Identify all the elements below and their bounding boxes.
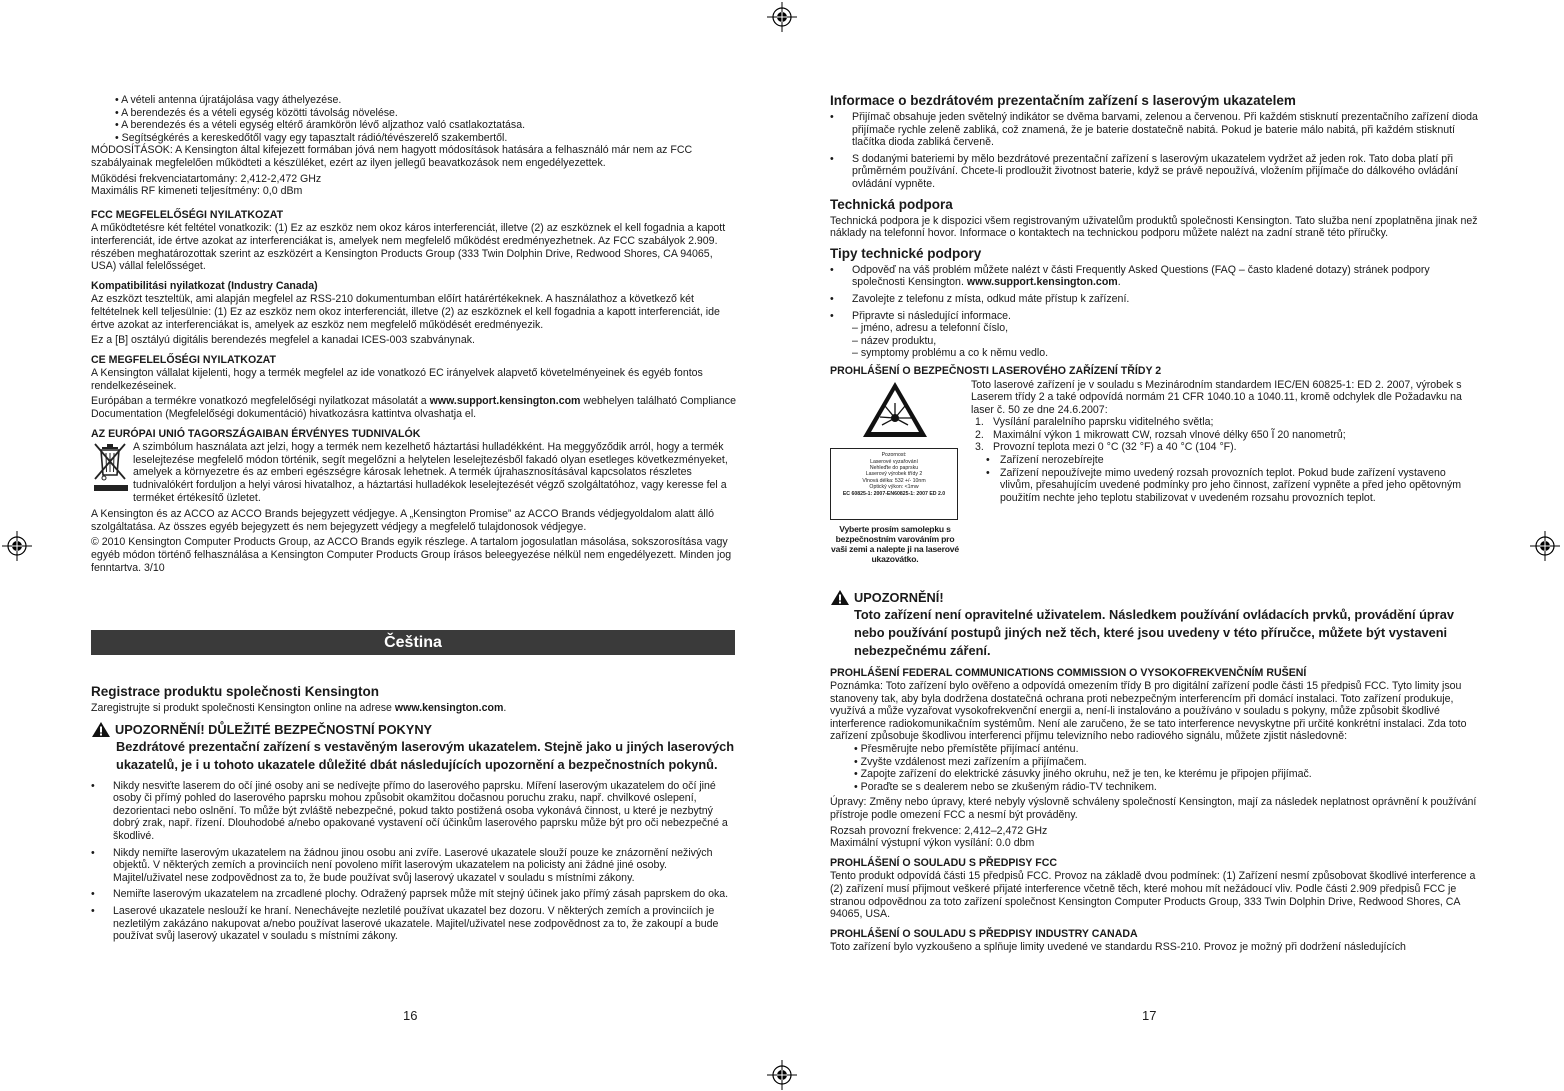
label-caption: Vyberte prosím samolepku s bezpečnostním varováním pro vaši zemi a nalepte ji na laserové ukazovátko. [831, 524, 959, 565]
laser-sub-bullets [971, 454, 1481, 504]
safety-warning-heading [91, 721, 738, 738]
ic-heading: PROHLÁŠENÍ O SOULADU S PŘEDPISY INDUSTRY CANADA [830, 927, 1138, 940]
safety-warning-body: Bezdrátové prezentační zařízení s vestavěným laserovým ukazatelem. Stejně jako u jiných laserových ukazatelů, je i u tohoto ukazatele důležité dbát následujících upozornění a bezpečnostních pokynů. [116, 738, 735, 772]
label-line: Optický výkon: <1mw [869, 484, 919, 491]
list-item: • Nemiřte laserovým ukazatelem na zrcadlené plochy. Odražený paprsek může mít stejný účinek jako přímý zásah paprskem do oka. [91, 888, 738, 901]
list-item: • Zvyšte vzdálenost mezi zařízením a přijímačem. [854, 755, 1087, 768]
crossed-bin-icon [91, 441, 131, 493]
interference-remedies-list [91, 94, 738, 144]
fcc-heading: FCC MEGFELELŐSÉGI NYILATKOZAT [91, 208, 284, 221]
ce-text: A Kensington vállalat kijelenti, hogy a termék megfelel az ide vonatkozó EC irányelvek alapvető követelményeinek és egyéb fontos rendelkezéseinek. [91, 367, 703, 392]
list-item [830, 264, 1480, 289]
tech-support-heading: Technická podpora [830, 196, 953, 212]
list-number: 3. [975, 441, 984, 454]
tips-sub-item: – symptomy problému a co k němu vedlo. [852, 347, 1049, 360]
tips-text-part: . [1117, 276, 1121, 289]
warning-body: Toto zařízení není opravitelné uživatelem. Následkem používání ovládacích prvků, provádění úprav nebo používání postupů jiných než těch, které jsou uvedeny v této příručce, můžete být vystaveni nebezpečnému záření. [854, 606, 1454, 658]
copyright-text: © 2010 Kensington Computer Products Group, az ACCO Brands egyik részlege. A tartalom jogosulatlan másolása, sokszorosítása vagy egyéb módon történő felhasználása a Kensington Computer Products Group írásos beleegyezése nélkül nem engedélyezett. Minden jog fenntartva. 3/10 [91, 536, 732, 574]
warning-title: UPOZORNĚNÍ! [854, 589, 944, 605]
label-line: Pozornost: [881, 452, 907, 459]
canada-heading: Kompatibilitási nyilatkozat (Industry Canada) [91, 279, 318, 292]
registration-text [91, 702, 738, 715]
list-item [975, 416, 1481, 429]
label-line: EC 60825-1: 2007-EN60825-1: 2007 ED 2.0 [842, 490, 946, 497]
tips-text-part: Odpověď na váš problém můžete nalézt v části Frequently Asked Questions (FAQ – často kladené dotazy) stránek podpory společnosti Kensington. [852, 263, 1430, 289]
safety-warning-title: UPOZORNĚNÍ! DŮLEŽITÉ BEZPEČNOSTNÍ POKYNY [115, 721, 433, 737]
weee-notice [91, 441, 738, 504]
label-line: Laserový výrobek třídy 2 [865, 471, 923, 478]
list-item: • Nikdy nemiřte laserovým ukazatelem na žádnou jinou osobu ani zvíře. Laserové ukazatele slouží pouze ke znázornění neživých objektů. V některých zemích a provinciích není povoleno mířit laserovým ukazatelem na policisty ani žádné jiné osoby. Majitel/uživatel nese zodpovědnost za to, že bude používat svůj laserový ukazatel v souladu s místními zákony. [91, 847, 738, 885]
ce-text-2 [91, 395, 738, 420]
fcc-conformity-heading: PROHLÁŠENÍ O SOULADU S PŘEDPISY FCC [830, 856, 1058, 869]
freq-range-text: Rozsah provozní frekvence: 2,412–2,472 GHz [830, 824, 1048, 837]
list-item: • A berendezés és a vételi egység közötti távolság növelése. [115, 106, 398, 119]
list-item: • Zařízení nerozebírejte [986, 454, 1481, 467]
warning-triangle-icon [91, 721, 111, 738]
right-column [830, 93, 1480, 954]
list-item: • Zavolejte z telefonu z místa, odkud máte přístup k zařízení. [830, 293, 1480, 306]
page-number: 17 [1142, 1008, 1157, 1023]
registration-heading: Registrace produktu společnosti Kensington [91, 684, 380, 699]
list-item [975, 441, 1481, 454]
fcc-conformity-text: Tento produkt odpovídá části 15 předpisů FCC. Provoz na základě dvou podmínek: (1) Zařízení nesmí způsobovat škodlivé interference a (2) zařízení musí přijmout veškeré přijaté interference včetně těch, které mohou mít nežádoucí vliv. Podle části 2.909 předpisů FCC je stranou odpovědnou za toto zařízení společnost Kensington Computer Products Group, 333 Twin Dolphin Drive, Redwood Shores, CA 94065, USA. [830, 870, 1476, 921]
list-item: • A vételi antenna újratájolása vagy áthelyezése. [115, 94, 342, 106]
ce-text-2-part: Európában a termékre vonatkozó megfelelőségi nyilatkozat másolatát a [91, 395, 430, 408]
tech-support-text: Technická podpora je k dispozici všem registrovaným uživatelům produktů společnosti Kensington. Tato služba není zpoplatněna jinak než náklady na telefonní hovor. Informace o kontaktech na technickou podporu můžete nalézt na zadní straně této příručky. [830, 214, 1478, 240]
list-item: • Segítségkérés a kereskedőtől vagy egy tapasztalt rádió/tévészerelő szakembertől. [115, 131, 508, 144]
laser-heading: PROHLÁŠENÍ O BEZPEČNOSTI LASEROVÉHO ZAŘÍZENÍ TŘÍDY 2 [830, 364, 1162, 377]
list-item [830, 310, 1480, 360]
list-item: • Zařízení nepoužívejte mimo uvedený rozsah provozních teplot. Pokud bude zařízení vystaveno vlivům, přesahujícím uvedené podmínky pro jeho činnost, zařízení vypněte a před jeho opětovným použitím nechte jeho teplotu stabilizovat v uvedeném rozsahu provozních teplot. [986, 467, 1481, 505]
warning-heading [830, 589, 1480, 606]
list-text: Vysílání paralelního paprsku viditelného světla; [993, 416, 1214, 429]
laser-label-area [830, 379, 960, 565]
tips-bullets [830, 264, 1480, 360]
right-page [782, 0, 1564, 1091]
list-item [975, 429, 1481, 442]
modifications-text: MÓDOSÍTÁSOK: A Kensington által kifejezett formában jóvá nem hagyott módosítások hatására a felhasználó már nem az FCC szabályainak megfelelően működteti a készüléket, ezért az ilyen jellegű beavatkozások nem engedélyezettek. [91, 144, 693, 169]
fcc-text: A működtetésre két feltétel vonatkozik: (1) Ez az eszköz nem okoz káros interferenciát, illetve (2) az eszköznek el kell fogadnia a kapott interferenciát, ide értve azokat az interferenciákat is, amelyek nem megfelelő működést eredményezhetnek. Az FCC szabályok 2.909. részében meghatározottak szerint az eszközért a Kensington Products Group (333 Twin Dolphin Drive, Redwood Shores, CA 94065, USA) vállal felelősséget. [91, 222, 726, 273]
laser-statement [971, 379, 1481, 505]
support-link[interactable]: www.support.kensington.com [429, 395, 581, 408]
left-column [91, 94, 738, 577]
eu-heading: AZ EURÓPAI UNIÓ TAGORSZÁGAIBAN ÉRVÉNYES TUDNIVALÓK [91, 427, 421, 440]
czech-left-column [91, 684, 738, 947]
registration-text-part: . [503, 702, 507, 714]
info-bullets [830, 111, 1480, 191]
changes-text: Úpravy: Změny nebo úpravy, které nebyly výslovně schváleny společností Kensington, mají za následek neplatnost oprávnění k používání přístroje podle omezení FCC a nesmí být prováděny. [830, 796, 1477, 822]
label-line: Laserové vyzařování [870, 458, 918, 465]
fcc-remedies-list [830, 743, 1480, 793]
canada-text: Az eszközt teszteltük, ami alapján megfelel az RSS-210 dokumentumban előírt határértékeknek. A használathoz a következő két feltételnek kell teljesülnie: (1) Ez az eszköz nem okoz interferenciát, illetve (2) az eszköznek el kell fogadnia a kapott interferenciát, ide értve azokat az interferenciákat is, amelyek az eszköz nem megfelelő működését eredményezik. [91, 293, 720, 331]
list-item: • Zapojte zařízení do elektrické zásuvky jiného okruhu, než je ten, ke kterému je připojen přijímač. [854, 768, 1312, 781]
list-item: • A berendezés és a vételi egység eltérő áramkörön lévő aljzathoz való csatlakoztatása. [115, 119, 526, 132]
page-number: 16 [403, 1008, 418, 1023]
safety-bullets [91, 780, 738, 943]
list-text: Provozní teplota mezi 0 °C (32 °F) a 40 °C (104 °F). [993, 441, 1237, 454]
laser-hazard-icon [830, 379, 960, 441]
list-item: • Poraďte se s dealerem nebo se zkušeným rádio-TV technikem. [854, 780, 1157, 793]
max-output-text: Maximální výstupní výkon vysílání: 0.0 dbm [830, 837, 1035, 850]
language-section-bar: Čeština [91, 630, 735, 655]
laser-section [830, 379, 1480, 589]
list-item: • S dodanými bateriemi by mělo bezdrátové prezentační zařízení s laserovým ukazatelem vydržet až jeden rok. Tato doba platí při průměrném používání. Chcete-li prodloužit životnost baterie, když se právě nepoužívá, vložením přijímače do dálkového ovládání ovládání vypněte. [830, 153, 1480, 191]
laser-intro: Toto laserové zařízení je v souladu s Mezinárodním standardem IEC/EN 60825-1: ED 2. 2007, výrobek s Laserem třídy 2 a také odpovídá normám 21 CFR 1040.10 a 1040.11, kromě odchylek dle Požadavku na laser č. 50 ze dne 24.6.2007: [971, 378, 1462, 416]
warning-triangle-icon [830, 589, 850, 606]
info-heading: Informace o bezdrátovém prezentačním zařízení s laserovým ukazatelem [830, 93, 1296, 108]
tips-item-text: • Připravte si následující informace. [852, 309, 1011, 322]
ce-heading: CE MEGFELELŐSÉGI NYILATKOZAT [91, 353, 276, 366]
ce-text-2-part: webhelyen található Compliance Documentation (Megfelelőségi dokumentáció) hivatkozásra kattintva olvashatja el. [91, 395, 736, 421]
support-link[interactable]: www.support.kensington.com [966, 276, 1118, 289]
registration-text-part: Zaregistrujte si produkt společnosti Kensington online na adrese [91, 702, 395, 714]
fcc-heading: PROHLÁŠENÍ FEDERAL COMMUNICATIONS COMMISSION O VYSOKOFREKVENČNÍM RUŠENÍ [830, 666, 1307, 679]
tips-sub-item: – jméno, adresu a telefonní číslo, [852, 322, 1009, 335]
label-line: Vlnová délka: 532 +/- 10nm [862, 477, 926, 484]
fcc-text: Poznámka: Toto zařízení bylo ověřeno a odpovídá omezením třídy B pro digitální zařízení podle části 15 předpisů FCC. Tyto limity jsou stanoveny tak, aby byla dodržena dostatečná ochrana proti nebezpečným interferencím při domácí instalaci. Toto zařízení produkuje, využívá a může vyzařovat vysokofrekvenční energii a, není-li instalováno a používáno v souladu s pokyny, může způsobit škodlivé interference radiokomunikačním systémům. Není ale zaručeno, že se tato interference nevyskytne při určité konkrétní instalaci. Zda toto zařízení způsobuje škodlivou interferenci příjmu televizního nebo radiového signálu, můžete zjistit následovně: [830, 680, 1467, 743]
trademark-text: A Kensington és az ACCO az ACCO Brands bejegyzett védjegye. A „Kensington Promise” az ACCO Brands védjegyoldalom alatt álló szolgáltatása. Az összes egyéb bejegyzett és nem bejegyzett védjegy a megfelelő tulajdonosok védjegye. [91, 508, 715, 533]
freq-range-text: Működési frekvenciatartomány: 2,412-2,472 GHz [91, 172, 322, 185]
list-item: • Přijímač obsahuje jeden světelný indikátor se dvěma barvami, zelenou a červenou. Při každém stisknutí prezentačního zařízení dioda přijímače rychle zeleně zabliká, což znamená, že je baterie dostatečně nabitá. Pokud je baterie málo nabitá, při každém stisknutí tlačítka dioda zabliká červeně. [830, 111, 1480, 149]
max-rf-text: Maximális RF kimeneti teljesítmény: 0,0 dBm [91, 185, 303, 198]
list-number: 2. [975, 428, 984, 441]
canada-text-2: Ez a [B] osztályú digitális berendezés megfelel a kanadai ICES-003 szabványnak. [91, 334, 475, 347]
tips-heading: Tipy technické podpory [830, 245, 982, 261]
ic-text: Toto zařízení bylo vyzkoušeno a splňuje limity uvedené ve standardu RSS-210. Provoz je možný při dodržení následujících [830, 941, 1406, 954]
list-item: • Nikdy nesviťte laserem do očí jiné osoby ani se nedívejte přímo do laserového paprsku. Míření laserovým ukazatelem do očí jiné osoby či přímý pohled do laserového paprsku mohou způsobit okamžitou dočasnou poruchu zraku, např. chvilkové oslepení, dezorientaci nebo oslnění. To může být zvláště nebezpečné, pokud takto postižená osoba vykonává činnost, u které je nezbytný dobrý zrak, např. řízení. Dlouhodobé a/nebo opakované vystavení očí účinkům laserového paprsku může být pro oči nebezpečné a škodlivé. [91, 780, 738, 843]
tips-sub-item: – název produktu, [852, 334, 937, 347]
laser-numbered-list [971, 416, 1481, 454]
list-item: • Přesměrujte nebo přemístěte přijímací anténu. [854, 743, 1079, 756]
list-item: • Laserové ukazatele neslouží ke hraní. Nenechávejte nezletilé používat ukazatel bez dozoru. V některých zemích a provinciích je nezletilým zakázáno nakupovat a/nebo používat laserové ukazatele. Majitel/uživatel nese zodpovědnost za to, že zakoupí a bude používat svůj laserový ukazatel v souladu s místními zákony. [91, 905, 738, 943]
kensington-link[interactable]: www.kensington.com [394, 702, 504, 714]
eu-text: A szimbólum használata azt jelzi, hogy a termék nem kezelhető háztartási hulladékként. Ha meggyőződik arról, hogy a termék leselejtezése megfelelő módon történik, segít megelőzni a helytelen leselejtezésből fakadó olyan esetleges következményeket, amelyek a környezetre és az emberi egészségre károsak lehetnek. A termék újrahasznosításával kapcsolatos részletes tudnivalókért forduljon a helyi városi hivatalhoz, a háztartási hulladékok leselejtezését végző szolgáltatóhoz, vagy keresse fel a terméket értékesítő üzletet. [133, 441, 728, 504]
laser-warning-label [830, 448, 958, 520]
list-text: Maximální výkon 1 mikrowatt CW, rozsah vlnové délky 650 Ĩ 20 nanometrů; [993, 428, 1346, 441]
label-line: Nehleďte do paprsku [869, 464, 919, 471]
list-number: 1. [975, 416, 984, 429]
